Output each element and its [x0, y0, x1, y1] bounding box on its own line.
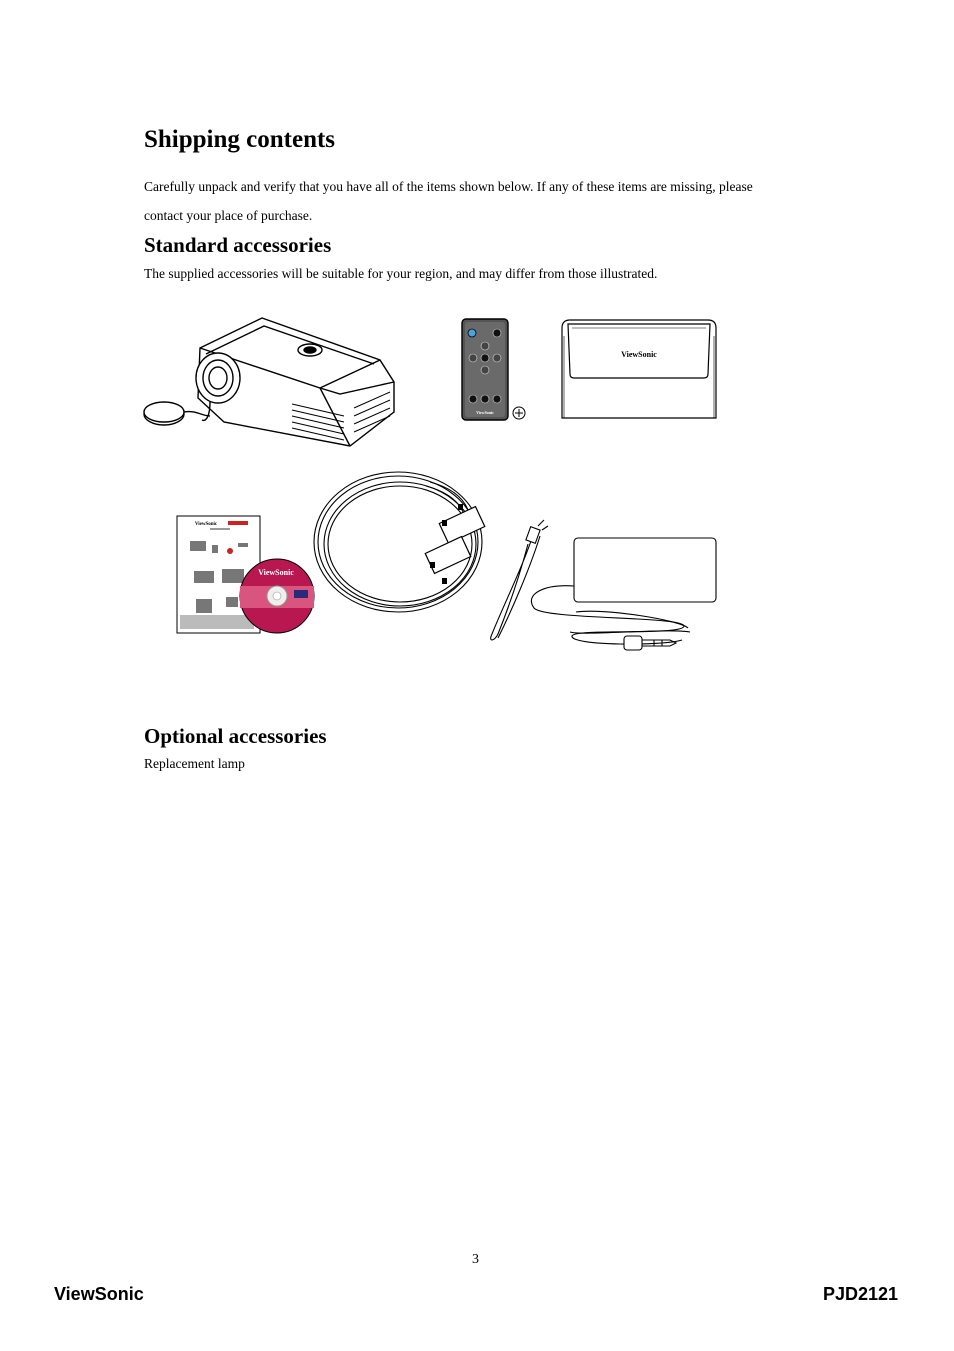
case-brand-text: ViewSonic — [621, 350, 657, 359]
standard-accessories-heading: Standard accessories — [144, 233, 332, 257]
carrying-case-illustration — [558, 316, 720, 424]
guide-brand-text: ViewSonic — [194, 522, 218, 527]
optional-accessory-item: Replacement lamp — [144, 756, 245, 771]
optional-accessories-heading: Optional accessories — [144, 724, 327, 748]
footer-model: PJD2121 — [822, 1284, 898, 1304]
intro-text-line-2: contact your place of purchase. — [144, 208, 313, 223]
remote-control-illustration — [458, 317, 530, 425]
vga-cable-illustration — [310, 470, 492, 618]
standard-accessories-note: The supplied accessories will be suitable for your region, and may differ from those illustrated. — [144, 266, 658, 281]
cd-illustration — [238, 556, 318, 636]
intro-text-line-1: Carefully unpack and verify that you have all of the items shown below. If any of these items are missing, please — [144, 179, 753, 194]
projector-illustration — [140, 312, 402, 454]
page-number: 3 — [472, 1252, 479, 1267]
page-title: Shipping contents — [144, 126, 336, 153]
power-adapter-illustration — [484, 524, 722, 656]
cd-brand-text: ViewSonic — [258, 568, 294, 577]
footer-brand: ViewSonic — [54, 1284, 144, 1304]
remote-brand-text: ViewSonic — [476, 410, 494, 415]
